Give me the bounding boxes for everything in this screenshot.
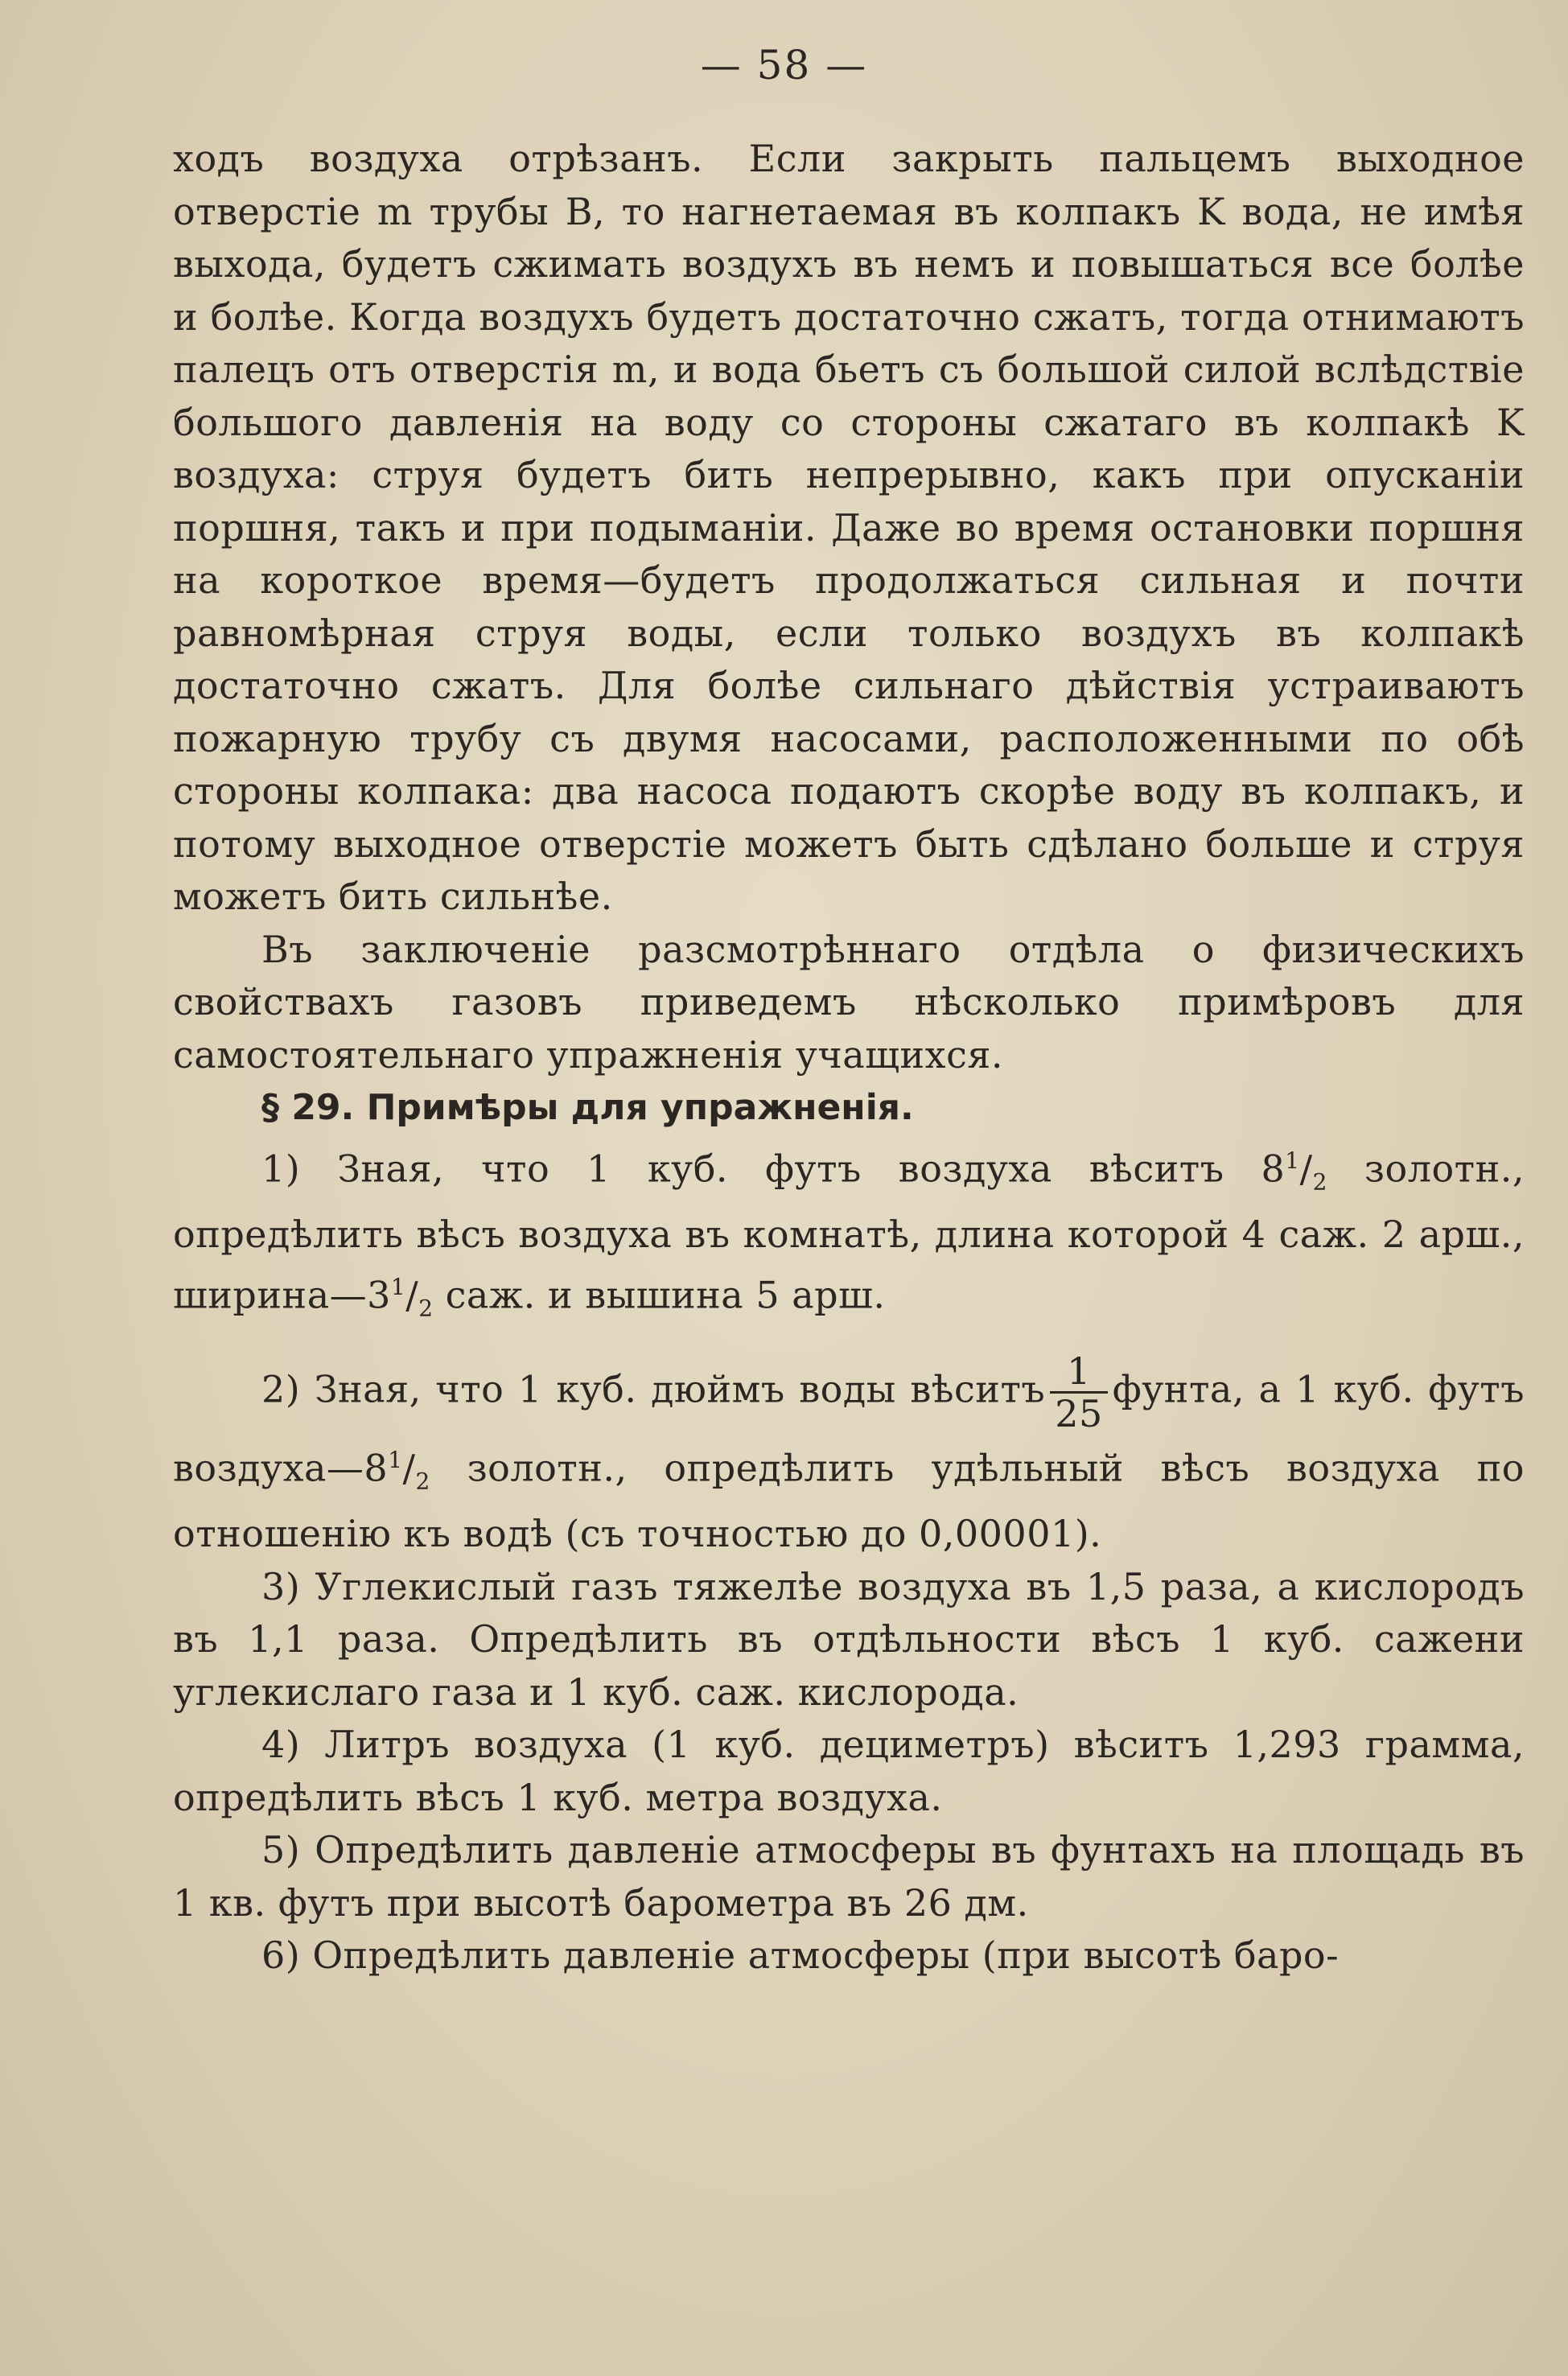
- fraction: [1050, 1351, 1108, 1434]
- page-text: [173, 133, 1525, 1983]
- exercise-1-sub2: 2: [418, 1295, 434, 1322]
- exercise-2-text-a: 2) Зная, что 1 куб. дюймъ воды вѣситъ: [261, 1367, 1046, 1411]
- exercise-1-text-b: золотн., опредѣлить вѣсъ воздуха въ комнатѣ, длина которой 4 саж. 2 арш., ширина—3: [173, 1146, 1525, 1317]
- paragraph-fire-pump: ходъ воздуха отрѣзанъ. Если закрыть пальцемъ выходное отверстіе m трубы B, то нагнетаемая въ колпакъ K вода, не имѣя выхода, будетъ сжимать воздухъ въ немъ и повышаться все болѣе и болѣе. Когда воздухъ будетъ достаточно сжатъ, тогда отнимаютъ палецъ отъ отверстія m, и вода бьетъ съ большой силой вслѣдствіе большого давленія на воду со стороны сжатаго въ колпакѣ K воздуха: струя будетъ бить непрерывно, какъ при опусканіи поршня, такъ и при подыманіи. Даже во время остановки поршня на короткое время—будетъ продолжаться сильная и почти равномѣрная струя воды, если только воздухъ въ колпакѣ достаточно сжатъ. Для болѣе сильнаго дѣйствія устраиваютъ пожарную трубу съ двумя насосами, расположенными по обѣ стороны колпака: два насоса подаютъ скорѣе воду въ колпакъ, и потому выходное отверстіе можетъ быть сдѣлано больше и струя можетъ бить сильнѣе.: [173, 137, 1525, 918]
- exercise-4: 4) Литръ воздуха (1 куб. дециметръ) вѣситъ 1,293 грамма, опредѣлить вѣсъ 1 куб. метра воздуха.: [173, 1723, 1525, 1819]
- fraction-numerator: 1: [1050, 1351, 1108, 1394]
- exercise-6: 6) Опредѣлить давленіе атмосферы (при высотѣ баро-: [261, 1933, 1340, 1978]
- exercise-3: 3) Углекислый газъ тяжелѣе воздуха въ 1,5 раза, а кислородъ въ 1,1 раза. Опредѣлить въ отдѣльности вѣсъ 1 куб. сажени углекислаго газа и 1 куб. саж. кислорода.: [173, 1564, 1525, 1714]
- paragraph-conclusion: Въ заключеніе разсмотрѣннаго отдѣла о физическихъ свойствахъ газовъ приведемъ нѣсколько примѣровъ для самостоятельнаго упражненія учащихся.: [173, 927, 1525, 1077]
- exercise-1-sup2: 1: [390, 1274, 406, 1301]
- exercise-2-text-b: фунта, а 1 куб. футъ воздуха—8: [173, 1367, 1525, 1490]
- fraction-denominator: 25: [1055, 1392, 1103, 1436]
- exercise-2-sup: 1: [388, 1447, 403, 1474]
- exercise-1-sup: 1: [1285, 1147, 1300, 1174]
- exercise-1: 1) Зная, что 1 куб. футъ воздуха вѣситъ $8^1/_2$ золотн., опредѣлить вѣсъ воздуха въ комнатѣ, длина которой 4 саж. 2 арш., $ширина—3^1/_2$ саж. и вышина 5 арш.: [173, 1146, 1525, 1322]
- exercise-2: 2) Зная, что 1 куб. дюймъ воды вѣситъ $\frac{1}{25}$ фунта, а 1 куб. футъ $воздуха—8^1/_2$ золотн., опредѣлить удѣльный вѣсъ воздуха по отношенію къ водѣ (съ точностью до 0,00001).: [173, 1349, 1525, 1556]
- exercise-2-text-c: золотн., опредѣлить удѣльный вѣсъ воздуха по отношенію къ водѣ (съ точностью до 0,00001).: [173, 1446, 1525, 1556]
- exercise-1-sub: 2: [1312, 1168, 1327, 1196]
- exercise-1-text-a: 1) Зная, что 1 куб. футъ воздуха вѣситъ 8: [261, 1146, 1286, 1190]
- exercise-2-sub: 2: [415, 1468, 430, 1495]
- exercise-5: 5) Опредѣлить давленіе атмосферы въ фунтахъ на площадь въ 1 кв. футъ при высотѣ барометра въ 26 дм.: [173, 1828, 1525, 1925]
- section-heading: § 29. Примѣры для упражненія.: [261, 1087, 914, 1128]
- page-number: — 58 —: [700, 42, 868, 89]
- exercise-1-text-c: саж. и вышина 5 арш.: [433, 1273, 886, 1317]
